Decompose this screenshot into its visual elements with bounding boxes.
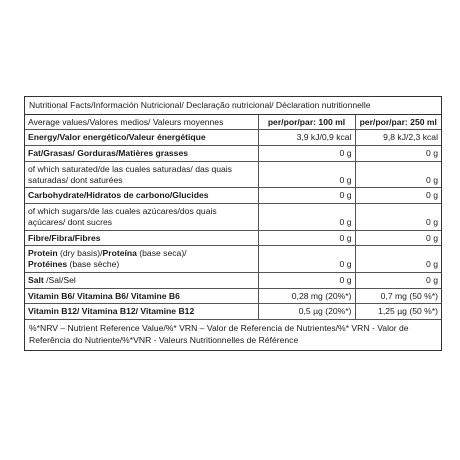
row-fibre bbox=[25, 230, 441, 246]
nutrition-table bbox=[25, 115, 441, 320]
row-label bbox=[25, 146, 258, 162]
column-header-250ml: per/por/par: 250 ml bbox=[355, 115, 441, 130]
row-label bbox=[25, 246, 258, 272]
row-label-bold: Energy/Valor energético/Valeur énergétique bbox=[28, 132, 206, 143]
nrv-footnote: %*NRV – Nutrient Reference Value/%* VRN – Valor de Referencia de Nutrientes/%* VRN - Valor de Referência do Nutriente/%*VNR - Valeurs Nutritionnelles de Référence bbox=[29, 323, 409, 345]
value-100ml: 0 g bbox=[258, 246, 355, 272]
row-energy bbox=[25, 130, 441, 146]
nutrition-title: Nutritional Facts/Información Nutricional/ Declaração nutricional/ Déclaration nutritionnelle bbox=[25, 97, 441, 115]
row-label bbox=[25, 130, 258, 146]
row-label-bold: Vitamin B12/ Vitamina B12/ Vitamine B12 bbox=[28, 306, 195, 317]
row-salt bbox=[25, 272, 441, 288]
row-label bbox=[25, 304, 258, 320]
row-label-bold: Protein bbox=[28, 248, 58, 259]
nutrition-facts-panel bbox=[24, 96, 442, 351]
value-100ml: 0 g bbox=[258, 230, 355, 246]
row-carbohydrate bbox=[25, 188, 441, 204]
row-label-bold: Proteína bbox=[102, 248, 137, 259]
row-label-text: (dry basis)/ bbox=[57, 248, 103, 259]
row-saturated bbox=[25, 161, 441, 187]
row-label: of which saturated/de las cuales saturadas/ das quais saturadas/ dont saturées bbox=[25, 161, 258, 187]
value-250ml: 1,25 µg (50 %*) bbox=[355, 304, 441, 320]
value-250ml: 0 g bbox=[355, 161, 441, 187]
value-100ml: 3,9 kJ/0,9 kcal bbox=[258, 130, 355, 146]
value-250ml: 0 g bbox=[355, 146, 441, 162]
value-250ml: 9,8 kJ/2,3 kcal bbox=[355, 130, 441, 146]
row-label-bold: Vitamin B6/ Vitamina B6/ Vitamine B6 bbox=[28, 290, 180, 301]
value-100ml: 0 g bbox=[258, 188, 355, 204]
column-header-label: Average values/Valores medios/ Valeurs moyennes bbox=[25, 115, 258, 130]
value-100ml: 0 g bbox=[258, 146, 355, 162]
column-header-row bbox=[25, 115, 441, 130]
value-100ml: 0 g bbox=[258, 161, 355, 187]
row-label-text: /Sal/Sel bbox=[43, 274, 76, 285]
value-250ml: 0 g bbox=[355, 272, 441, 288]
row-label-bold: Fat/Grasas/ Gorduras/Matières grasses bbox=[28, 148, 189, 159]
row-fat bbox=[25, 146, 441, 162]
value-250ml: 0,7 mg (50 %*) bbox=[355, 288, 441, 304]
row-label bbox=[25, 188, 258, 204]
row-label-bold: Protéines bbox=[28, 259, 68, 270]
row-vitamin-b6 bbox=[25, 288, 441, 304]
value-250ml: 0 g bbox=[355, 246, 441, 272]
value-100ml: 0,28 mg (20%*) bbox=[258, 288, 355, 304]
row-label bbox=[25, 272, 258, 288]
value-100ml: 0,5 µg (20%*) bbox=[258, 304, 355, 320]
value-250ml: 0 g bbox=[355, 204, 441, 230]
column-header-100ml: per/por/par: 100 ml bbox=[258, 115, 355, 130]
value-100ml: 0 g bbox=[258, 272, 355, 288]
row-label-text: (base sèche) bbox=[67, 259, 120, 270]
value-100ml: 0 g bbox=[258, 204, 355, 230]
row-vitamin-b12 bbox=[25, 304, 441, 320]
value-250ml: 0 g bbox=[355, 188, 441, 204]
row-sugars bbox=[25, 204, 441, 230]
row-protein bbox=[25, 246, 441, 272]
row-label bbox=[25, 230, 258, 246]
row-label-bold: Fibre/Fibra/Fibres bbox=[28, 232, 101, 243]
row-label: of which sugars/de las cuales azúcares/dos quais açúcares/ dont sucres bbox=[25, 204, 258, 230]
row-label-bold: Carbohydrate/Hidratos de carbono/Glucides bbox=[28, 190, 209, 201]
row-label-text: (base seca)/ bbox=[136, 248, 187, 259]
value-250ml: 0 g bbox=[355, 230, 441, 246]
row-label bbox=[25, 288, 258, 304]
row-label-bold: Salt bbox=[28, 274, 44, 285]
